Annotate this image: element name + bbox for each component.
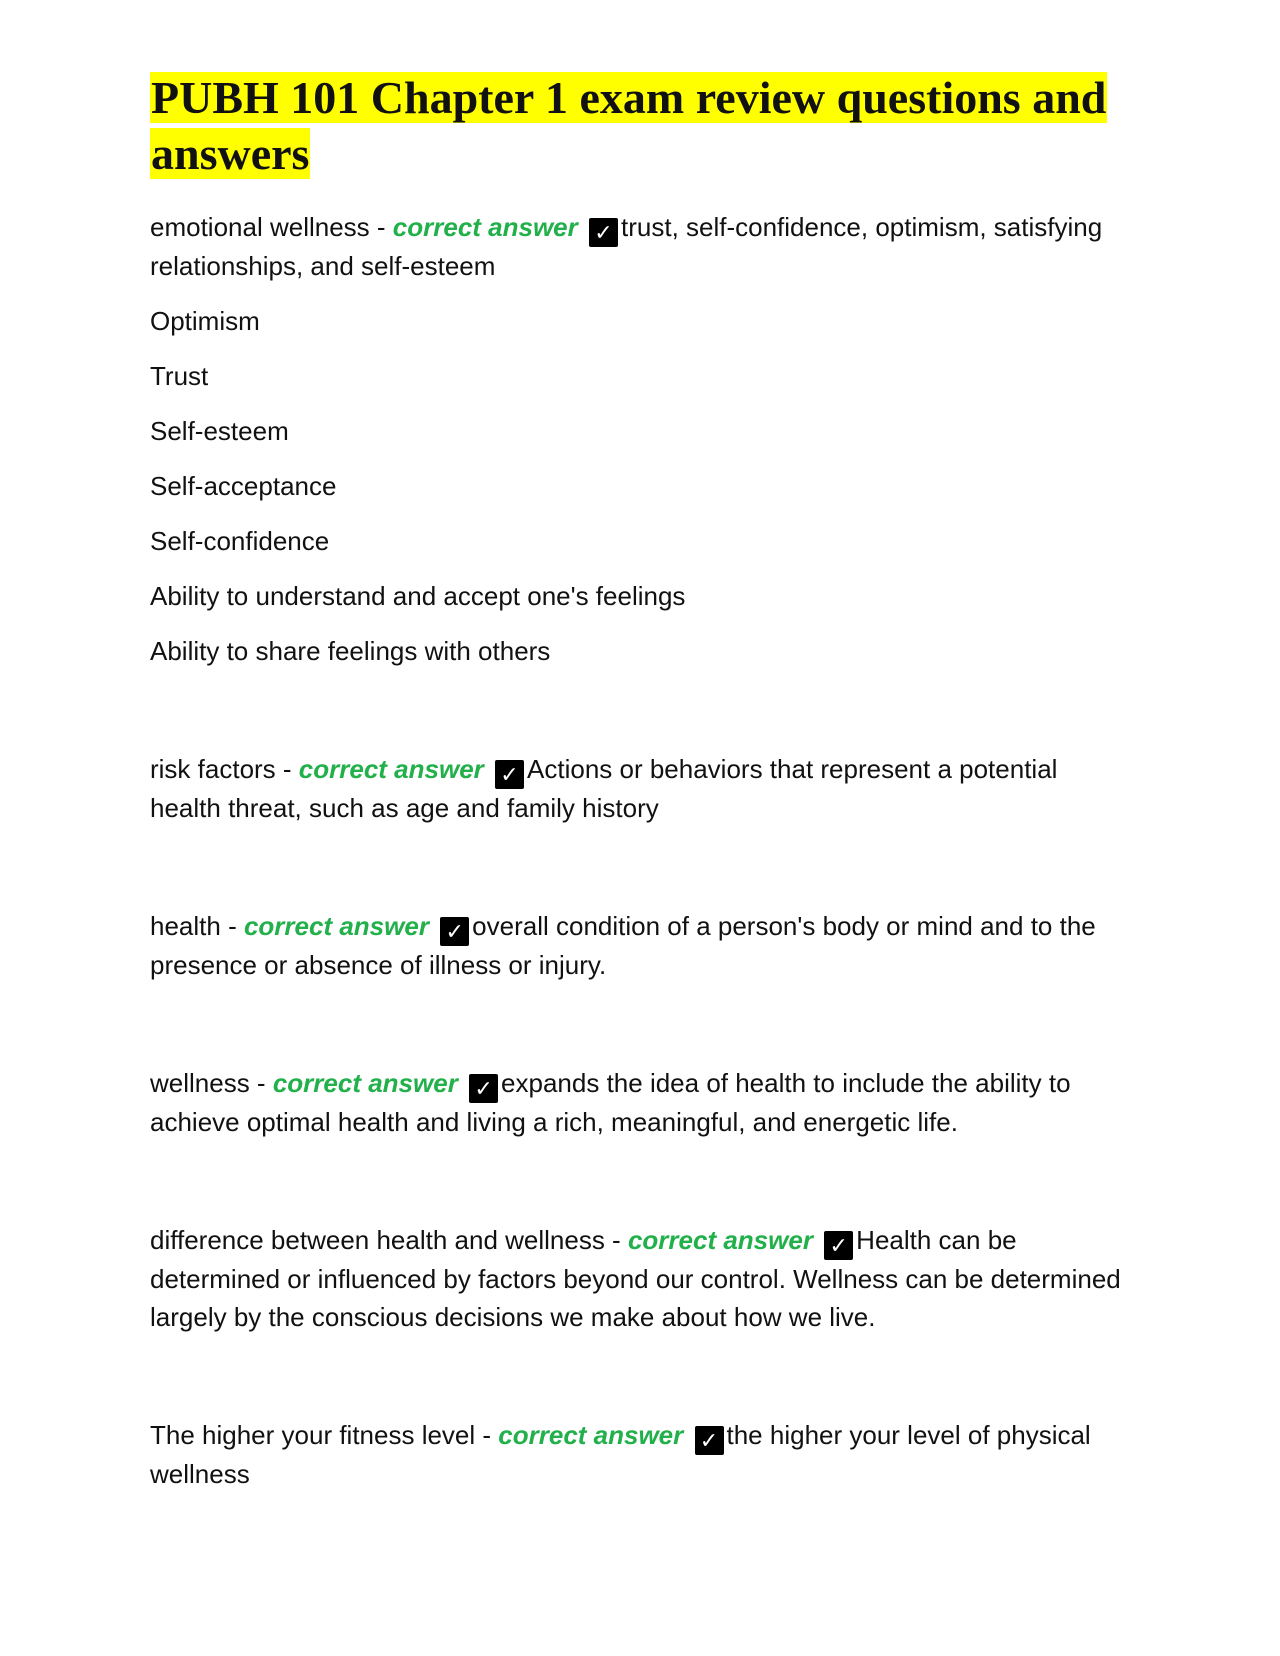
entry-term: health - bbox=[150, 911, 244, 941]
correct-answer-label: correct answer bbox=[627, 1225, 813, 1255]
correct-answer-label: correct answer bbox=[392, 212, 578, 242]
qa-entry-emotional-wellness bbox=[150, 208, 1130, 285]
check-box-icon: ✓ bbox=[440, 917, 469, 946]
qa-entry-fitness-level bbox=[150, 1416, 1130, 1493]
check-box-icon: ✓ bbox=[495, 760, 524, 789]
list-item: Ability to understand and accept one's feelings bbox=[150, 581, 686, 611]
entry-term: The higher your fitness level - bbox=[150, 1420, 499, 1450]
entry-term: emotional wellness - bbox=[150, 212, 393, 242]
entry-answer: trust, self-confidence, optimism, satisfying relationships, and self-esteem bbox=[150, 212, 1103, 281]
page-title-text: PUBH 101 Chapter 1 exam review questions and answers bbox=[151, 72, 1107, 179]
entry-answer: the higher your level of physical wellness bbox=[150, 1420, 1091, 1489]
qa-entry-health-vs-wellness bbox=[150, 1221, 1130, 1336]
entry-answer: overall condition of a person's body or mind and to the presence or absence of illness or injury. bbox=[150, 911, 1096, 980]
check-box-icon: ✓ bbox=[589, 218, 618, 247]
entry-term: risk factors - bbox=[150, 754, 299, 784]
list-item: Optimism bbox=[150, 306, 260, 336]
entry-answer: expands the idea of health to include the ability to achieve optimal health and living a rich, meaningful, and energetic life. bbox=[150, 1068, 1071, 1137]
list-item: Trust bbox=[150, 361, 209, 391]
check-box-icon: ✓ bbox=[824, 1231, 853, 1260]
entry-answer: Actions or behaviors that represent a potential health threat, such as age and family history bbox=[150, 754, 1058, 823]
list-item: Self-esteem bbox=[150, 416, 289, 446]
qa-entry-wellness bbox=[150, 1064, 1130, 1141]
correct-answer-label: correct answer bbox=[243, 911, 429, 941]
entry-term: difference between health and wellness - bbox=[150, 1225, 628, 1255]
check-box-icon: ✓ bbox=[469, 1074, 498, 1103]
entry-answer: Health can be determined or influenced by factors beyond our control. Wellness can be determined largely by the conscious decisions we make about how we live. bbox=[150, 1225, 1121, 1332]
correct-answer-label: correct answer bbox=[498, 1420, 684, 1450]
check-box-icon: ✓ bbox=[695, 1426, 724, 1455]
emotional-wellness-list bbox=[150, 302, 1130, 670]
correct-answer-label: correct answer bbox=[298, 754, 484, 784]
correct-answer-label: correct answer bbox=[272, 1068, 458, 1098]
qa-entry-risk-factors bbox=[150, 750, 1130, 827]
entry-term: wellness - bbox=[150, 1068, 273, 1098]
qa-entry-health bbox=[150, 907, 1130, 984]
document-page bbox=[150, 70, 1130, 1493]
page-title bbox=[150, 70, 1130, 182]
list-item: Ability to share feelings with others bbox=[150, 636, 551, 666]
list-item: Self-confidence bbox=[150, 526, 330, 556]
list-item: Self-acceptance bbox=[150, 471, 337, 501]
